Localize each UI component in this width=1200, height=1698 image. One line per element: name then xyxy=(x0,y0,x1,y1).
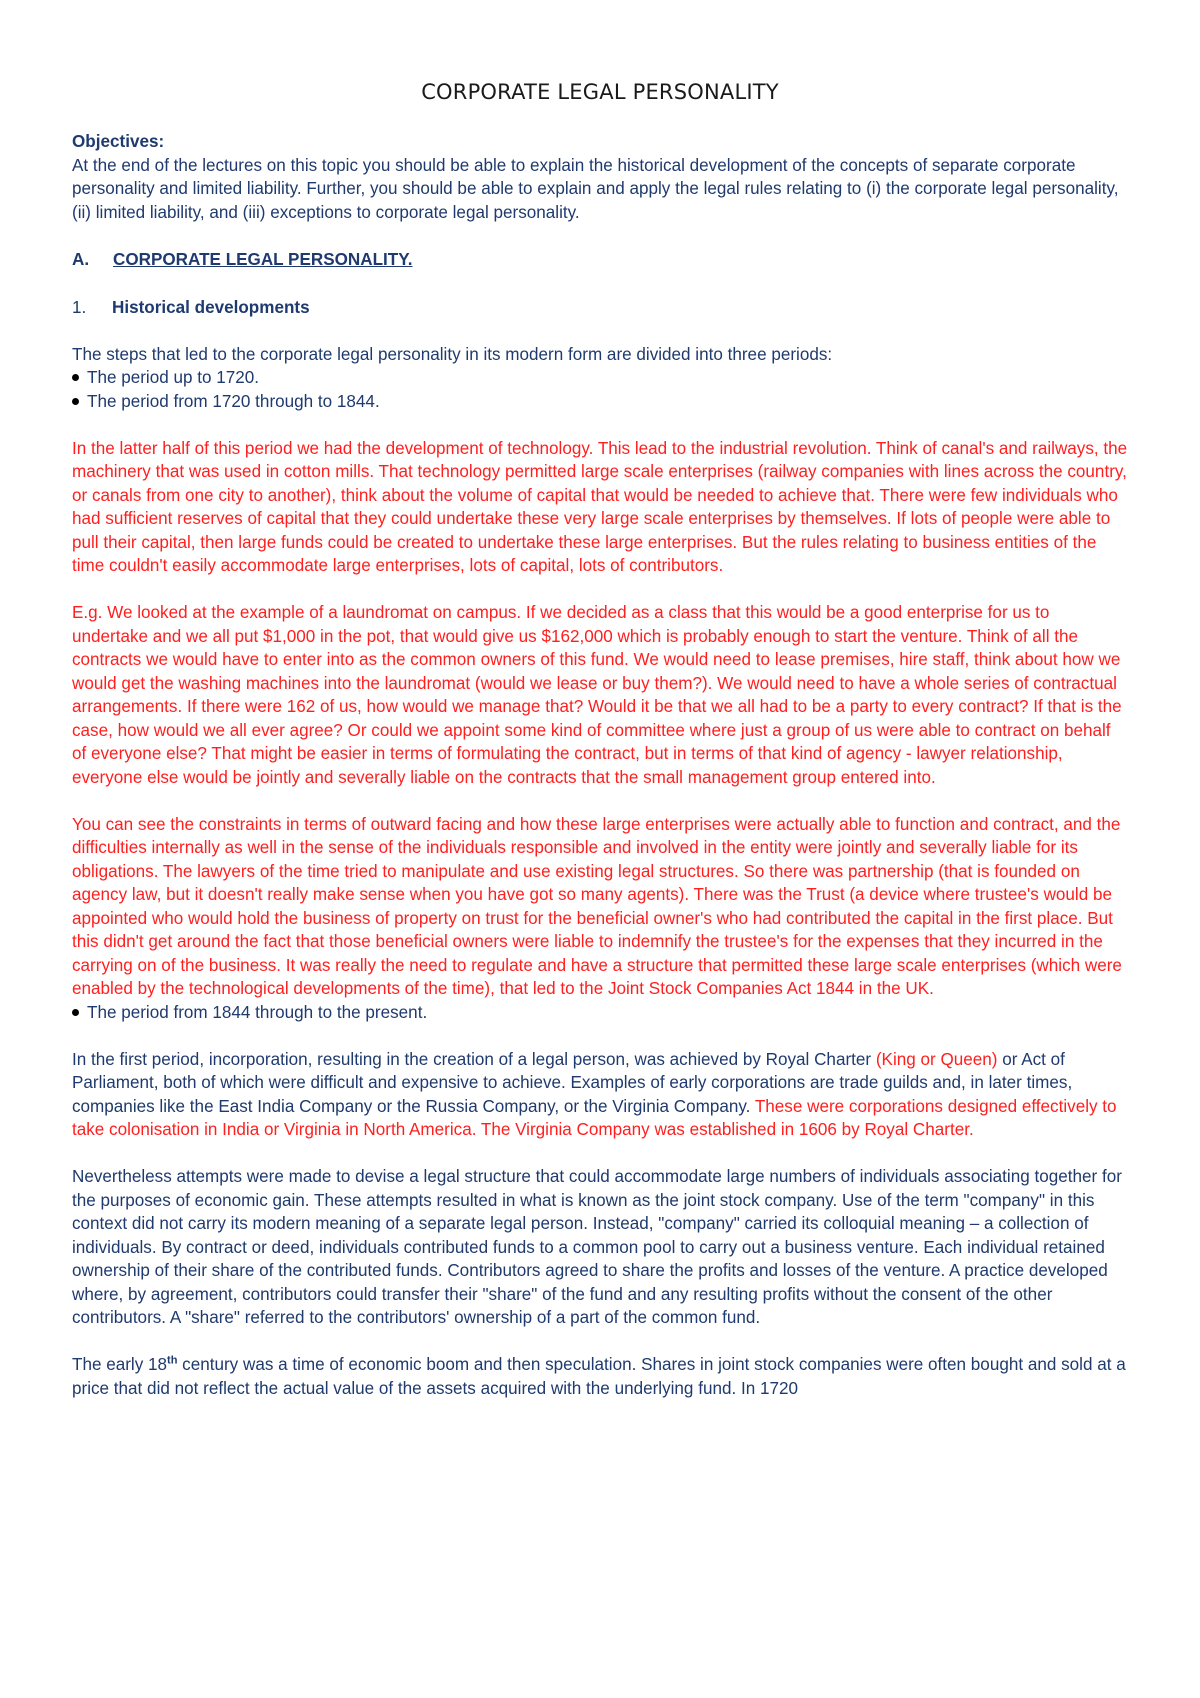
section-a-heading xyxy=(72,248,1128,272)
nevertheless-paragraph: Nevertheless attempts were made to devise a legal structure that could accommodate large numbers of individuals associating together for the purposes of economic gain. These attempts resulted in what is known as the joint stock company. Use of the term "company" in this context did not carry its modern meaning of a separate legal person. Instead, "company" carried its colloquial meaning – a collection of individuals. By contract or deed, individuals contributed funds to a common pool to carry out a business venture. Each individual retained ownership of their share of the contributed funds. Contributors agreed to share the profits and losses of the venture. A practice developed where, by agreement, contributors could transfer their "share" of the fund and any resulting profits without the consent of the other contributors. A "share" referred to the contributors' ownership of a part of the common fund. xyxy=(72,1167,1122,1327)
list-item: The period up to 1720. xyxy=(72,366,1128,390)
list-item: The period from 1844 through to the present. xyxy=(72,1001,1128,1025)
intro-paragraph: The steps that led to the corporate legal personality in its modern form are divided into three periods: xyxy=(72,344,833,364)
subsection-1-number: 1. xyxy=(72,297,87,317)
note-paragraph-industrial: In the latter half of this period we had the development of technology. This lead to the industrial revolution. Think of canal's and railways, the machinery that was used in cotton mills. That technology permitted large scale enterprises (railway companies with lines across the country, or canals from one city to another), think about the volume of capital that would be needed to achieve that. There were few individuals who had sufficient reserves of capital that they could undertake these very large scale enterprises by themselves. If lots of people were able to pull their capital, then large funds could be created to undertake these large enterprises. But the rules relating to business entities of the time couldn't easily accommodate large enterprises, lots of capital, lots of contributors. xyxy=(72,438,1128,575)
first-period-note-cont: These were corporations designed effectively to take colonisation in India or Virginia in North America. The Virginia Company was established in 1606 by Royal Charter. xyxy=(72,1096,1117,1139)
first-period-text: In the first period, incorporation, resulting in the creation of a legal person, was achieved by Royal Charter xyxy=(72,1049,876,1069)
early-18th-text: The early 18 xyxy=(72,1355,168,1374)
note-paragraph-laundromat: E.g. We looked at the example of a laundromat on campus. If we decided as a class that this would be a good enterprise for us to undertake and we all put $1,000 in the pot, that would give us $162,000 which is probably enough to start the venture. Think of all the contracts we would have to enter into as the common owners of this fund. We would need to lease premises, hire staff, think about how we would get the washing machines into the laundromat (would we lease or buy them?). We would need to have a whole series of contractual arrangements. If there were 162 of us, how would we manage that? Would it be that we all had to be a party to every contract? If that is the case, how would we all ever agree? Or could we appoint some kind of committee where just a group of us were able to contract on behalf of everyone else? That might be easier in terms of formulating the contract, but in terms of that kind of agency - lawyer relationship, everyone else would be jointly and severally liable on the contracts that the small management group entered into. xyxy=(72,603,1122,787)
subsection-1-heading xyxy=(72,296,1128,320)
periods-list xyxy=(72,366,1128,413)
note-paragraph-constraints: You can see the constraints in terms of outward facing and how these large enterprises were actually able to function and contract, and the difficulties internally as well in the sense of the individuals responsible and involved in the entity were jointly and severally liable for its obligations. The lawyers of the time tried to manipulate and use existing legal structures. So there was partnership (that is founded on agency law, but it doesn't really make sense when you have got so many agents). There was the Trust (a device where trustee's would be appointed who would hold the business of property on trust for the beneficial owner's who had contributed the capital in the first place. But this didn't get around the fact that those beneficial owners were liable to indemnify the trustee's for the expenses that they incurred in the carrying on of the business. It was really the need to regulate and have a structure that permitted these large scale enterprises (which were enabled by the technological developments of the time), that led to the Joint Stock Companies Act 1844 in the UK. xyxy=(72,814,1122,998)
section-a-number: A. xyxy=(72,250,90,269)
list-item: The period from 1720 through to 1844. xyxy=(72,390,1128,414)
section-a-title: CORPORATE LEGAL PERSONALITY. xyxy=(113,250,413,269)
early-18th-paragraph xyxy=(72,1353,1128,1400)
periods-list-continued xyxy=(72,1001,1128,1025)
first-period-text-cont: or Act of Parliament, both of which were difficult and expensive to achieve. Examples of early corporations are trade guilds and, in later times, companies like the East India Company or the Russia Company, or the Virginia Company. xyxy=(72,1049,1073,1116)
page-title: CORPORATE LEGAL PERSONALITY xyxy=(421,80,779,104)
objectives-text: At the end of the lectures on this topic you should be able to explain the historical development of the concepts of separate corporate personality and limited liability. Further, you should be able to explain and apply the legal rules relating to (i) the corporate legal personality, (ii) limited liability, and (iii) exceptions to corporate legal personality. xyxy=(72,155,1119,222)
early-18th-text-cont: century was a time of economic boom and then speculation. Shares in joint stock companies were often bought and sold at a price that did not reflect the actual value of the assets acquired with the underlying fund. In 1720 xyxy=(72,1355,1126,1398)
ordinal-superscript: th xyxy=(167,1354,178,1367)
first-period-paragraph xyxy=(72,1048,1128,1142)
objectives-heading: Objectives: xyxy=(72,132,165,151)
first-period-note: (King or Queen) xyxy=(875,1049,998,1069)
subsection-1-title: Historical developments xyxy=(112,297,310,317)
